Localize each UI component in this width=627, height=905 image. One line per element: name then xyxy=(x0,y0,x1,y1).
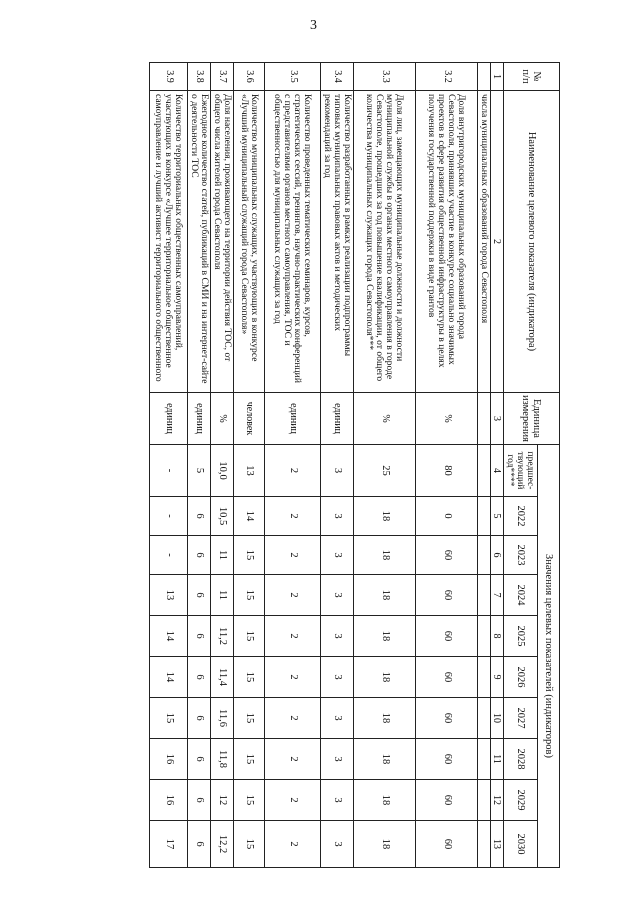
column-number: 9 xyxy=(491,657,504,698)
unit-cell xyxy=(478,393,491,445)
table-row xyxy=(234,63,265,868)
year-value: 0 xyxy=(416,497,478,536)
year-value: 15 xyxy=(234,698,265,739)
rotated-table-container xyxy=(117,62,560,868)
unit-cell: % xyxy=(211,393,234,445)
year-value: 6 xyxy=(188,657,211,698)
column-number: 12 xyxy=(491,780,504,821)
prev-year-value xyxy=(478,445,491,497)
indicator-name: Доля населения, проживающего на территории действия ТОС, от общего числа жителей города Севастополя xyxy=(211,91,234,393)
table-row xyxy=(478,63,491,868)
prev-year-value: 2 xyxy=(265,445,321,497)
header-year: 2030 xyxy=(504,821,538,868)
year-value: 15 xyxy=(150,698,188,739)
year-value xyxy=(478,575,491,616)
year-value: 11 xyxy=(211,536,234,575)
year-value: 11,4 xyxy=(211,657,234,698)
table-row xyxy=(265,63,321,868)
year-value: 10,5 xyxy=(211,497,234,536)
unit-cell: % xyxy=(354,393,416,445)
row-number: 3.4 xyxy=(321,63,354,91)
year-value: 18 xyxy=(354,575,416,616)
indicator-name: Количество проведенных тематических семинаров, курсов, стратегических сессий, тренингов, научно-практических конференций с представителями органов местного самоуправления, ТОС и общественностью для муниципальных служащих за год xyxy=(265,91,321,393)
year-value xyxy=(478,698,491,739)
table-body xyxy=(150,63,504,868)
year-value: 6 xyxy=(188,780,211,821)
year-value: 60 xyxy=(416,698,478,739)
column-number: 1 xyxy=(491,63,504,91)
year-value: 14 xyxy=(150,657,188,698)
header-year: 2029 xyxy=(504,780,538,821)
indicator-name: Доля лиц, замещающих муниципальные должности и должности муниципальной службы в органах местного самоуправления в городе Севастополе, прошедших за год повышение квалификации, от общего количества муниципальных служащих города Севастополя*** xyxy=(354,91,416,393)
table-row xyxy=(416,63,478,868)
year-value: 2 xyxy=(265,821,321,868)
header-year: 2027 xyxy=(504,698,538,739)
prev-year-value: 10,0 xyxy=(211,445,234,497)
header-year: 2028 xyxy=(504,739,538,780)
table-row xyxy=(211,63,234,868)
column-number: 6 xyxy=(491,536,504,575)
column-number: 4 xyxy=(491,445,504,497)
year-value: 60 xyxy=(416,739,478,780)
year-value: 11,6 xyxy=(211,698,234,739)
header-year: 2023 xyxy=(504,536,538,575)
year-value: 12,2 xyxy=(211,821,234,868)
year-value xyxy=(478,497,491,536)
prev-year-value: 5 xyxy=(188,445,211,497)
year-value: 18 xyxy=(354,497,416,536)
year-value xyxy=(478,616,491,657)
header-year: 2024 xyxy=(504,575,538,616)
year-value: 18 xyxy=(354,739,416,780)
year-value: - xyxy=(150,497,188,536)
unit-cell: человек xyxy=(234,393,265,445)
column-number: 7 xyxy=(491,575,504,616)
year-value: 18 xyxy=(354,698,416,739)
year-value: 3 xyxy=(321,657,354,698)
year-value: 60 xyxy=(416,575,478,616)
table-row xyxy=(150,63,188,868)
year-value: 16 xyxy=(150,780,188,821)
year-value: 2 xyxy=(265,497,321,536)
year-value: 60 xyxy=(416,821,478,868)
header-values-group: Значения целевых показателей (индикаторов) xyxy=(538,445,560,868)
year-value: 6 xyxy=(188,739,211,780)
indicator-name: Количество территориальных общественных самоуправлений, участвующих в конкурсе «Лучшее территориальное общественное самоуправление и лучший активист территориального общественного xyxy=(150,91,188,393)
year-value: 2 xyxy=(265,616,321,657)
year-value: 3 xyxy=(321,821,354,868)
year-value: 18 xyxy=(354,821,416,868)
header-year: 2026 xyxy=(504,657,538,698)
year-value: 18 xyxy=(354,616,416,657)
year-value: 18 xyxy=(354,536,416,575)
column-number-row xyxy=(491,63,504,868)
column-number: 3 xyxy=(491,393,504,445)
year-value: 6 xyxy=(188,575,211,616)
year-value: 15 xyxy=(234,739,265,780)
column-number: 2 xyxy=(491,91,504,393)
indicator-name: Количество муниципальных служащих, участвующих в конкурсе «Лучший муниципальный служащий города Севастополя» xyxy=(234,91,265,393)
table-row xyxy=(188,63,211,868)
header-prev-year: предшес-твующий год**** xyxy=(504,445,538,497)
year-value: 60 xyxy=(416,657,478,698)
year-value: 12 xyxy=(211,780,234,821)
prev-year-value: 80 xyxy=(416,445,478,497)
year-value: 17 xyxy=(150,821,188,868)
year-value: 15 xyxy=(234,536,265,575)
indicator-name: Ежегодное количество статей, публикаций в СМИ и на интернет-сайте о деятельности ТОС xyxy=(188,91,211,393)
year-value: 15 xyxy=(234,780,265,821)
year-value: 60 xyxy=(416,780,478,821)
year-value: 3 xyxy=(321,536,354,575)
year-value: 6 xyxy=(188,616,211,657)
header-unit: Единица измерения xyxy=(504,393,560,445)
unit-cell: единиц xyxy=(321,393,354,445)
year-value xyxy=(478,780,491,821)
row-number: 3.8 xyxy=(188,63,211,91)
table-header xyxy=(504,63,560,868)
column-number: 10 xyxy=(491,698,504,739)
year-value: 3 xyxy=(321,616,354,657)
year-value: 2 xyxy=(265,698,321,739)
year-value: 15 xyxy=(234,575,265,616)
year-value: 3 xyxy=(321,497,354,536)
year-value: 3 xyxy=(321,698,354,739)
indicator-name: числа муниципальных образований города Севастополя xyxy=(478,91,491,393)
header-year: 2022 xyxy=(504,497,538,536)
row-number: 3.5 xyxy=(265,63,321,91)
year-value: 14 xyxy=(234,497,265,536)
row-number xyxy=(478,63,491,91)
year-value: 6 xyxy=(188,497,211,536)
year-value: 2 xyxy=(265,536,321,575)
year-value: 2 xyxy=(265,739,321,780)
year-value: 14 xyxy=(150,616,188,657)
year-value xyxy=(478,821,491,868)
year-value: 6 xyxy=(188,536,211,575)
year-value: 11,8 xyxy=(211,739,234,780)
indicators-table xyxy=(149,62,560,868)
column-number: 13 xyxy=(491,821,504,868)
indicator-name: Доля внутригородских муниципальных образований города Севастополя, принявших участие в конкурсе социально значимых проектов в сфере развития общественной инфраструктуры в целях получения государственной поддержки в виде грантов xyxy=(416,91,478,393)
year-value: 15 xyxy=(234,657,265,698)
header-num: № п/п xyxy=(504,63,560,91)
year-value: 2 xyxy=(265,657,321,698)
year-value: 3 xyxy=(321,575,354,616)
unit-cell: % xyxy=(416,393,478,445)
row-number: 3.6 xyxy=(234,63,265,91)
year-value: 6 xyxy=(188,698,211,739)
year-value: 11,2 xyxy=(211,616,234,657)
year-value: 16 xyxy=(150,739,188,780)
year-value xyxy=(478,739,491,780)
year-value: 6 xyxy=(188,821,211,868)
year-value: 18 xyxy=(354,780,416,821)
indicator-name: Количество разработанных в рамках реализации подпрограммы типовых муниципальных правовых актов и методических рекомендаций за год xyxy=(321,91,354,393)
year-value: 18 xyxy=(354,657,416,698)
year-value: 2 xyxy=(265,575,321,616)
year-value: 60 xyxy=(416,536,478,575)
page-number: 3 xyxy=(310,18,317,33)
prev-year-value: - xyxy=(150,445,188,497)
column-number: 11 xyxy=(491,739,504,780)
year-value: 3 xyxy=(321,780,354,821)
table-row xyxy=(354,63,416,868)
unit-cell: единиц xyxy=(188,393,211,445)
year-value: 15 xyxy=(234,616,265,657)
column-number: 8 xyxy=(491,616,504,657)
header-year: 2025 xyxy=(504,616,538,657)
unit-cell: единиц xyxy=(265,393,321,445)
year-value xyxy=(478,536,491,575)
year-value: 2 xyxy=(265,780,321,821)
row-number: 3.3 xyxy=(354,63,416,91)
year-value: 60 xyxy=(416,616,478,657)
year-value: 15 xyxy=(234,821,265,868)
prev-year-value: 3 xyxy=(321,445,354,497)
header-name: Наименование целевого показателя (индикатора) xyxy=(504,91,560,393)
year-value: 11 xyxy=(211,575,234,616)
year-value: 13 xyxy=(150,575,188,616)
year-value xyxy=(478,657,491,698)
table-row xyxy=(321,63,354,868)
row-number: 3.2 xyxy=(416,63,478,91)
prev-year-value: 13 xyxy=(234,445,265,497)
row-number: 3.7 xyxy=(211,63,234,91)
unit-cell: единиц xyxy=(150,393,188,445)
column-number: 5 xyxy=(491,497,504,536)
row-number: 3.9 xyxy=(150,63,188,91)
prev-year-value: 25 xyxy=(354,445,416,497)
year-value: - xyxy=(150,536,188,575)
year-value: 3 xyxy=(321,739,354,780)
